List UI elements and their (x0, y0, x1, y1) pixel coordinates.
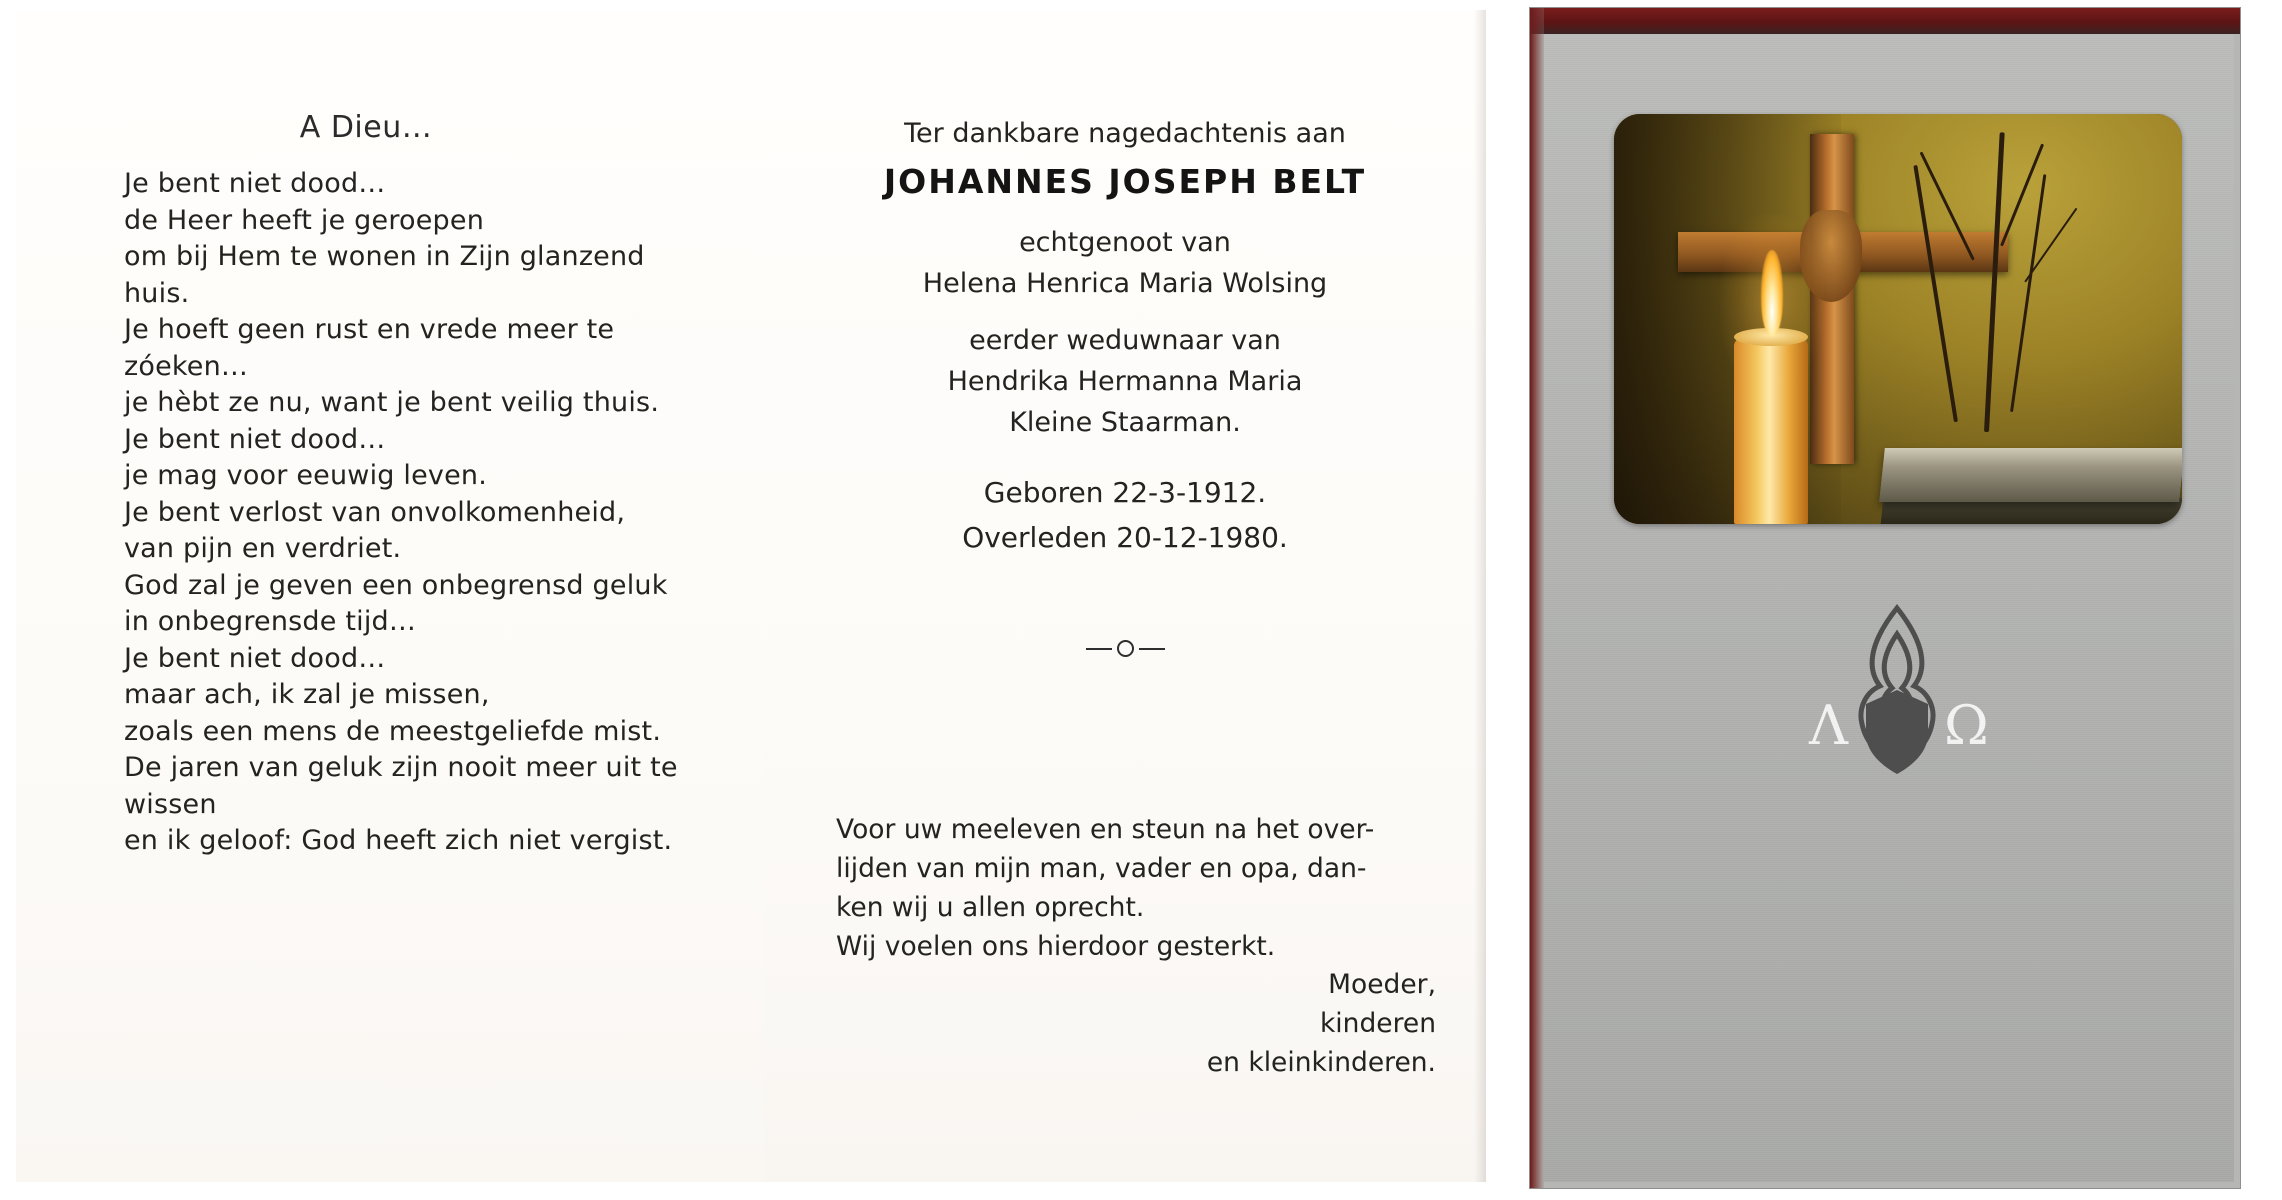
life-dates (764, 470, 1486, 560)
signoff-line: kinderen (1319, 1008, 1436, 1039)
poem-line: je hèbt ze nu, want je bent veilig thuis. (124, 387, 660, 418)
poem-line: de Heer heeft je geroepen (124, 204, 485, 236)
candle-flame (1761, 250, 1783, 336)
poem-line: De jaren van geluk zijn nooit meer uit te (124, 752, 678, 783)
thanks-line: ken wij u allen oprecht. (836, 892, 1145, 923)
thanks-line: Voor uw meeleven en steun na het over- (836, 814, 1375, 845)
poem-line: van pijn en verdriet. (124, 533, 402, 564)
inner-page-right (764, 10, 1486, 1182)
poem-line: zóeken… (124, 350, 249, 382)
poem-line: in onbegrensde tijd… (124, 606, 417, 637)
card-cover (1530, 8, 2240, 1188)
memorial-intro: Ter dankbare nagedachtenis aan (904, 118, 1346, 149)
dry-twigs (1914, 132, 2104, 462)
poem-title: A Dieu… (299, 110, 433, 145)
death-date: Overleden 20-12-1980. (962, 521, 1288, 554)
poem-body (124, 166, 714, 860)
poem-line: je mag voor eeuwig leven. (124, 460, 488, 491)
cover-spine-edge (1530, 8, 1544, 1188)
divider-bar-right (1139, 648, 1165, 650)
poem-line: om bij Hem te wonen in Zijn glanzend (124, 241, 645, 272)
candle-body (1734, 338, 1808, 524)
deceased-name: JOHANNES JOSEPH BELT (883, 162, 1367, 201)
thanks-line: Wij voelen ons hierdoor gesterkt. (836, 931, 1276, 962)
divider-ring (1117, 640, 1134, 657)
signoff-text (836, 965, 1454, 1082)
stone-shelf (1879, 448, 2182, 502)
poem-line: Je bent verlost van onvolkomenheid, (124, 496, 626, 528)
spouse-block (764, 222, 1486, 304)
poem-line: Je bent niet dood… (124, 642, 386, 674)
first-spouse-block (764, 320, 1486, 443)
birth-date: Geboren 22-3-1912. (983, 476, 1267, 509)
emblem-letter-alpha: Λ (1809, 694, 1848, 757)
poem-line: en ik geloof: God heeft zich niet vergist. (124, 825, 673, 856)
first-spouse-name-line2: Kleine Staarman. (1009, 407, 1241, 438)
poem-line: Je bent niet dood… (124, 423, 386, 455)
alpha-omega-flame-emblem-icon (1762, 594, 2032, 794)
poem-line: God zal je geven een onbegrensd geluk (124, 569, 668, 601)
first-spouse-name-line1: Hendrika Hermanna Maria (947, 366, 1303, 397)
thanks-text (836, 810, 1416, 966)
poem-line: Je bent niet dood… (124, 168, 386, 199)
poem-line: maar ach, ik zal je missen, (124, 679, 490, 710)
twig (2024, 208, 2077, 283)
thanks-line: lijden van mijn man, vader en opa, dan- (836, 853, 1367, 884)
cover-inner-surface (1544, 34, 2234, 1182)
cover-top-edge (1530, 8, 2240, 34)
poem-line: zoals een mens de meestgeliefde mist. (124, 715, 662, 747)
spouse-label: echtgenoot van (1019, 227, 1231, 258)
poem-line: huis. (124, 277, 190, 309)
twig (1913, 165, 1958, 422)
ornament-ring-divider-icon (764, 640, 1486, 657)
inner-page-left (16, 10, 764, 1182)
poem-line: Je hoeft geen rust en vrede meer te (124, 314, 615, 345)
poem-line: wissen (124, 788, 217, 820)
emblem-letter-omega: Ω (1944, 694, 1989, 757)
cover-photo (1614, 114, 2182, 524)
card-open-spread (16, 10, 1486, 1182)
twig (1984, 132, 2005, 432)
signoff-line: Moeder, (1328, 969, 1436, 1000)
widower-label: eerder weduwnaar van (969, 325, 1281, 356)
crucifix-corpus (1800, 210, 1862, 302)
spouse-name: Helena Henrica Maria Wolsing (922, 268, 1328, 299)
signoff-line: en kleinkinderen. (1206, 1047, 1436, 1078)
divider-bar-left (1086, 648, 1112, 650)
